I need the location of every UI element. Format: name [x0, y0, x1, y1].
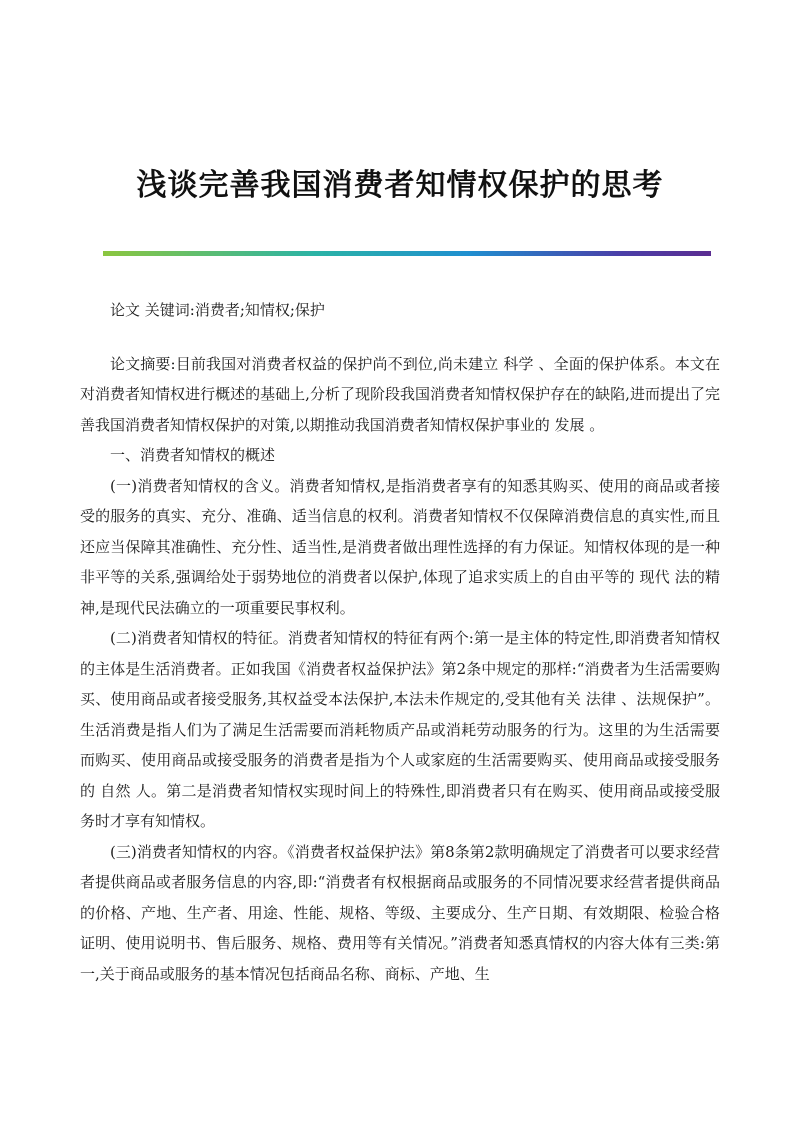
document-body — [80, 295, 720, 989]
section-heading: 一、消费者知情权的概述 — [110, 446, 276, 464]
paragraph-3: (三)消费者知情权的内容。《消费者权益保护法》第8条第2款明确规定了消费者可以要求经营者提供商品或者服务信息的内容,即:“消费者有权根据商品或服务的不同情况要求经营者提供商品的价格、产地、生产者、用途、性能、规格、等级、主要成分、生产日期、有效期限、检验合格证明、使用说明书、售后服务、规格、费用等有关情况。”消费者知悉真情权的内容大体有三类:第一,关于商品或服务的基本情况包括商品名称、商标、产地、生 — [80, 842, 720, 983]
paragraph-2: (二)消费者知情权的特征。消费者知情权的特征有两个:第一是主体的特定性,即消费者知情权的主体是生活消费者。正如我国《消费者权益保护法》第2条中规定的那样:“消费者为生活需要购买、使用商品或者接受服务,其权益受本法保护,本法未作规定的,受其他有关 法律 、法规保护”。生活消费是指人们为了满足生活需要而消耗物质产品或消耗劳动服务的行为。这里的为生活需要而购买、使用商品或接受服务的消费者是指为个人或家庭的生活需要购买、使用商品或接受服务的 自然 人。第二是消费者知情权实现时间上的特殊性,即消费者只有在购买、使用商品或接受服务时才享有知情权。 — [80, 629, 720, 830]
keywords: 论文 关键词:消费者;知情权;保护 — [110, 301, 325, 319]
paragraph-1: (一)消费者知情权的含义。消费者知情权,是指消费者享有的知悉其购买、使用的商品或者接受的服务的真实、充分、准确、适当信息的权利。消费者知情权不仅保障消费信息的真实性,而且还应当保障其准确性、充分性、适当性,是消费者做出理性选择的有力保证。知情权体现的是一种非平等的关系,强调给处于弱势地位的消费者以保护,体现了追求实质上的自由平等的 现代 法的精神,是现代民法确立的一项重要民事权利。 — [80, 476, 720, 617]
document-title: 浅谈完善我国消费者知情权保护的思考 — [136, 168, 664, 203]
abstract: 论文摘要:目前我国对消费者权益的保护尚不到位,尚未建立 科学 、全面的保护体系。本文在对消费者知情权进行概述的基础上,分析了现阶段我国消费者知情权保护存在的缺陷,进而提出了完善我国消费者知情权保护的对策,以期推动我国消费者知情权保护事业的 发展 。 — [80, 354, 720, 434]
title-divider — [103, 251, 711, 256]
